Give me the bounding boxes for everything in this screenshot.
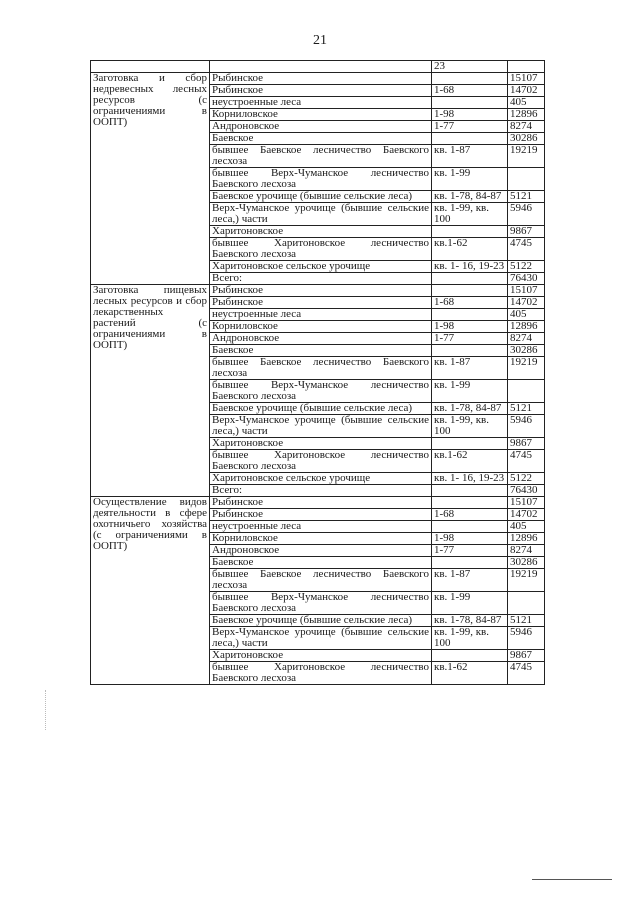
area-cell: 15107: [508, 73, 545, 85]
header-cell: 23: [432, 61, 508, 73]
quarters-cell: кв. 1-99, кв. 100: [432, 415, 508, 438]
quarters-cell: кв.1-62: [432, 238, 508, 261]
forestry-name-cell: Всего:: [210, 273, 432, 285]
forestry-name-cell: неустроенные леса: [210, 309, 432, 321]
forestry-name-cell: бывшее Харитоновское лесничество Баевского лесхоза: [210, 238, 432, 261]
table-body: [91, 61, 545, 685]
quarters-cell: [432, 97, 508, 109]
quarters-cell: [432, 521, 508, 533]
area-cell: [508, 380, 545, 403]
quarters-cell: [432, 73, 508, 85]
forestry-name-cell: Харитоновское сельское урочище: [210, 473, 432, 485]
forestry-name-cell: бывшее Харитоновское лесничество Баевского лесхоза: [210, 662, 432, 685]
quarters-cell: кв.1-62: [432, 450, 508, 473]
forestry-name-cell: Всего:: [210, 485, 432, 497]
area-cell: 12896: [508, 109, 545, 121]
quarters-cell: кв. 1-87: [432, 145, 508, 168]
forestry-name-cell: Рыбинское: [210, 297, 432, 309]
area-cell: 14702: [508, 297, 545, 309]
quarters-cell: [432, 497, 508, 509]
area-cell: 9867: [508, 650, 545, 662]
page-number: 21: [313, 33, 327, 48]
area-cell: 5946: [508, 415, 545, 438]
quarters-cell: [432, 650, 508, 662]
area-cell: 19219: [508, 357, 545, 380]
quarters-cell: кв. 1-78, 84-87: [432, 403, 508, 415]
quarters-cell: кв. 1- 16, 19-23: [432, 473, 508, 485]
area-cell: [508, 592, 545, 615]
forestry-name-cell: Баевское: [210, 133, 432, 145]
table-row: [91, 285, 545, 297]
quarters-cell: 1-98: [432, 109, 508, 121]
quarters-cell: 1-68: [432, 509, 508, 521]
forestry-name-cell: бывшее Верх-Чуманское лесничество Баевского лесхоза: [210, 380, 432, 403]
quarters-cell: [432, 485, 508, 497]
quarters-cell: 1-68: [432, 85, 508, 97]
forestry-name-cell: Корниловское: [210, 321, 432, 333]
forestry-name-cell: Рыбинское: [210, 497, 432, 509]
area-cell: 19219: [508, 569, 545, 592]
forestry-name-cell: Рыбинское: [210, 73, 432, 85]
area-cell: 405: [508, 521, 545, 533]
activity-type-cell: Осуществление видов деятельности в сфере охотничьего хозяйства (с ограничениями в ООПТ): [91, 497, 210, 685]
forestry-name-cell: Харитоновское: [210, 226, 432, 238]
quarters-cell: 1-77: [432, 121, 508, 133]
area-cell: 8274: [508, 545, 545, 557]
quarters-cell: кв. 1-78, 84-87: [432, 191, 508, 203]
area-cell: 30286: [508, 345, 545, 357]
area-cell: 30286: [508, 557, 545, 569]
forestry-name-cell: Баевское урочище (бывшие сельские леса): [210, 191, 432, 203]
area-cell: 4745: [508, 450, 545, 473]
forestry-name-cell: Верх-Чуманское урочище (бывшие сельские леса,) части: [210, 627, 432, 650]
quarters-cell: кв. 1- 16, 19-23: [432, 261, 508, 273]
area-cell: 30286: [508, 133, 545, 145]
area-cell: 8274: [508, 121, 545, 133]
header-cell: [508, 61, 545, 73]
quarters-cell: 1-77: [432, 333, 508, 345]
signature-line: [532, 879, 612, 880]
quarters-cell: кв. 1-78, 84-87: [432, 615, 508, 627]
forestry-name-cell: неустроенные леса: [210, 97, 432, 109]
quarters-cell: 1-68: [432, 297, 508, 309]
forestry-name-cell: бывшее Верх-Чуманское лесничество Баевского лесхоза: [210, 168, 432, 191]
forestry-name-cell: Баевское: [210, 345, 432, 357]
area-cell: 12896: [508, 321, 545, 333]
area-cell: 76430: [508, 273, 545, 285]
area-cell: 8274: [508, 333, 545, 345]
table-row: [91, 73, 545, 85]
forestry-name-cell: Харитоновское сельское урочище: [210, 261, 432, 273]
forestry-name-cell: Верх-Чуманское урочище (бывшие сельские леса,) части: [210, 415, 432, 438]
area-cell: 9867: [508, 438, 545, 450]
area-cell: 5946: [508, 203, 545, 226]
forestry-name-cell: бывшее Баевское лесничество Баевского лесхоза: [210, 357, 432, 380]
forestry-name-cell: неустроенные леса: [210, 521, 432, 533]
quarters-cell: кв. 1-87: [432, 569, 508, 592]
header-cell: [210, 61, 432, 73]
quarters-cell: кв.1-62: [432, 662, 508, 685]
area-cell: 12896: [508, 533, 545, 545]
forestry-name-cell: бывшее Харитоновское лесничество Баевского лесхоза: [210, 450, 432, 473]
area-cell: 15107: [508, 497, 545, 509]
table-header-row: [91, 61, 545, 73]
quarters-cell: 1-98: [432, 533, 508, 545]
quarters-cell: [432, 438, 508, 450]
forestry-name-cell: Андроновское: [210, 121, 432, 133]
quarters-cell: [432, 285, 508, 297]
quarters-cell: [432, 309, 508, 321]
area-cell: 5121: [508, 403, 545, 415]
forestry-name-cell: Андроновское: [210, 545, 432, 557]
quarters-cell: кв. 1-99: [432, 168, 508, 191]
forestry-name-cell: Андроновское: [210, 333, 432, 345]
area-cell: 405: [508, 97, 545, 109]
forestry-name-cell: Рыбинское: [210, 85, 432, 97]
forestry-name-cell: бывшее Баевское лесничество Баевского лесхоза: [210, 569, 432, 592]
forestry-name-cell: Баевское: [210, 557, 432, 569]
forestry-name-cell: бывшее Баевское лесничество Баевского лесхоза: [210, 145, 432, 168]
area-cell: 9867: [508, 226, 545, 238]
area-cell: 5946: [508, 627, 545, 650]
quarters-cell: кв. 1-99: [432, 380, 508, 403]
quarters-cell: [432, 273, 508, 285]
area-cell: [508, 168, 545, 191]
area-cell: 4745: [508, 662, 545, 685]
forestry-name-cell: Баевское урочище (бывшие сельские леса): [210, 403, 432, 415]
quarters-cell: [432, 226, 508, 238]
forestry-name-cell: Корниловское: [210, 533, 432, 545]
area-cell: 19219: [508, 145, 545, 168]
area-cell: 5121: [508, 615, 545, 627]
quarters-cell: кв. 1-99, кв. 100: [432, 203, 508, 226]
area-cell: 4745: [508, 238, 545, 261]
forestry-name-cell: Баевское урочище (бывшие сельские леса): [210, 615, 432, 627]
area-cell: 5122: [508, 473, 545, 485]
quarters-cell: [432, 345, 508, 357]
area-cell: 14702: [508, 509, 545, 521]
forestry-name-cell: Рыбинское: [210, 509, 432, 521]
header-cell: [91, 61, 210, 73]
area-cell: 5121: [508, 191, 545, 203]
area-cell: 76430: [508, 485, 545, 497]
quarters-cell: [432, 133, 508, 145]
table-row: [91, 497, 545, 509]
activity-type-cell: Заготовка пищевых лесных ресурсов и сбор лекарственных растений (с ограничениями в ООПТ): [91, 285, 210, 497]
area-cell: 5122: [508, 261, 545, 273]
forestry-name-cell: Харитоновское: [210, 650, 432, 662]
forestry-name-cell: Верх-Чуманское урочище (бывшие сельские леса,) части: [210, 203, 432, 226]
quarters-cell: 1-77: [432, 545, 508, 557]
forestry-name-cell: Корниловское: [210, 109, 432, 121]
quarters-cell: [432, 557, 508, 569]
activity-type-cell: Заготовка и сбор недревесных лесных ресурсов (с ограничениями в ООПТ): [91, 73, 210, 285]
scan-artifact: [45, 690, 48, 730]
forestry-name-cell: бывшее Верх-Чуманское лесничество Баевского лесхоза: [210, 592, 432, 615]
forest-resources-table: [90, 60, 545, 685]
quarters-cell: кв. 1-87: [432, 357, 508, 380]
area-cell: 15107: [508, 285, 545, 297]
quarters-cell: кв. 1-99: [432, 592, 508, 615]
quarters-cell: 1-98: [432, 321, 508, 333]
quarters-cell: кв. 1-99, кв. 100: [432, 627, 508, 650]
forestry-name-cell: Харитоновское: [210, 438, 432, 450]
area-cell: 405: [508, 309, 545, 321]
area-cell: 14702: [508, 85, 545, 97]
forestry-name-cell: Рыбинское: [210, 285, 432, 297]
